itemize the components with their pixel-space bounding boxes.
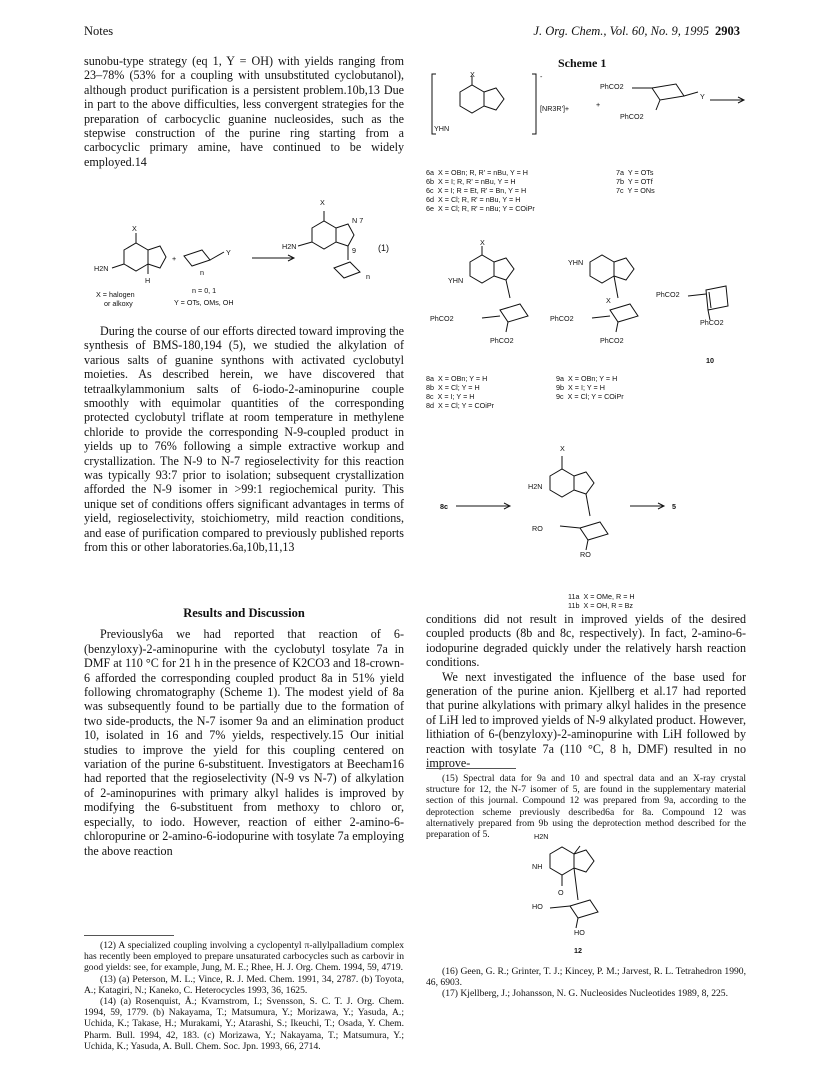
mid-phco2-10b: PhCO2 [700,318,724,327]
footnote-rule-left [84,935,174,936]
eq-number: (1) [378,243,389,253]
bottom-h2n: H2N [528,482,543,491]
scheme-top-minus: - [540,72,543,81]
scheme-top-y: Y [700,92,705,101]
mid-phco2-10a: PhCO2 [656,290,680,299]
bottom-x: X [560,444,565,453]
eq-n-left: n [200,268,204,277]
s12-h2n: H2N [534,832,549,841]
footnote-14: (14) (a) Rosenquist, Å.; Kvarnstrom, I.; Svensson, S. C. T. J. Org. Chem. 1994, 59, 1779. (b) Nakayama, T.; Matsumura, Y.; Morizawa, Y.; Yasuda, A.; Uchida, K.; Takase, H.; Murakami, Y.; Atarashi, S.; Ikeuchi, T.; Osada, Y. Chem. Pharm. Bull. 1994, 42, 183. (c) Morizawa, Y.; Nakayama, T.; Matsumura, Y.; Uchida, K.; Yasuda, A. Bull. Chem. Soc. Jpn. 1993, 66, 2714. [84,996,404,1052]
scheme-title: Scheme 1 [558,56,607,70]
mid-yhn8: YHN [448,276,464,285]
footnote-12: (12) A specialized coupling involving a cyclopentyl π-allylpalladium complex has recently been employed to prepare unsaturated carbocycles such as carbovir in good yields: see, for example, Jung, M. E.; Rhee, H. J. Org. Chem. 1994, 59, 4719. [84,940,404,974]
eq-cond-x: X = halogen or alkoxy [96,290,135,308]
results-section [84,606,404,858]
right-footnotes [426,966,746,1000]
eq-x-left: X [132,224,137,233]
running-header-left: Notes [84,24,114,38]
compound-list-7: 7a Y = OTs 7b Y = OTf 7c Y = ONs [616,168,655,195]
mid-x8: X [480,238,485,247]
compound-list-8: 8a X = OBn; Y = H 8b X = Cl; Y = H 8c X = I; Y = H 8d X = Cl; Y = COiPr [426,374,495,410]
eq-n9: 9 [352,246,356,255]
eq-n-product: n [366,272,370,281]
compound-list-6: 6a X = OBn; R, R' = nBu, Y = H 6b X = I; R, R' = nBu, Y = H 6c X = I; R = Et, R' = Bn, Y = H 6d X = Cl; R, R' = nBu, Y = H 6e X = Cl; R, R' = nBu; Y = COiPr [426,168,535,213]
s12-o: O [558,888,564,897]
scheme-top-structures [420,70,750,150]
footnote-15: (15) Spectral data for 9a and 10 and spectral data and an X-ray crystal structure for 12, the N-7 isomer of 5, are found in the supplementary material section of this journal. Compound 12 was prepared from 9a, according to the deprotection scheme previously described6a for 8a. Compound 12 was alternatively prepared from 9b using the deprotection method described for the preparation of 5. [426,773,746,841]
left-paragraph-2: During the course of our efforts directed toward improving the synthesis of BMS-180,194 (5), we studied the alkylation of various salts of guanine synthons with activated cyclobutyl moieties. As described herein, we have discovered that tetraalkylammonium salts of 6-iodo-2-aminopurine couple smoothly with equimolar quantities of the corresponding protected cyclobutyl triflate at room temperature in methylene chloride to provide the corresponding N-9-coupled product in yields up to 76% following a simple extractive workup and crystallization. The N-9 to N-7 regioselectivity for this reaction was typically 93:7 prior to isolation; subsequent crystallization afforded the N-9 isomer in >99:1 regiochemical purity. This unique set of conditions offers significant advantages in terms of yield, regioselectivity, stoichiometry, mild reaction conditions, and ease of purification compared to previously published reports from this or other laboratories.6a,10b,11,13 [84,324,404,555]
journal-citation: J. Org. Chem., Vol. 60, No. 9, 1995 [533,24,709,38]
right-paragraph-1: conditions did not result in improved yields of the desired coupled products (8b and 8c, respectively). In fact, 2-amino-6-iodopurine degraded quickly under the relatively harsh reaction conditions. [426,612,746,670]
compound-label-10: 10 [706,356,714,365]
bottom-ro-a: RO [532,524,543,533]
scheme-top-yhn: YHN [434,124,450,133]
footnote-rule-right [426,768,516,769]
s12-nh: NH [532,862,543,871]
mid-x9: X [606,296,611,305]
eq-cond-y: Y = OTs, OMs, OH [174,298,234,307]
bottom-ro-b: RO [580,550,591,559]
section-heading: Results and Discussion [183,606,305,620]
s12-label: 12 [574,946,582,955]
scheme-top-x: X [470,70,475,79]
mid-phco2-9b: PhCO2 [600,336,624,345]
mid-yhn9: YHN [568,258,584,267]
compound-list-11: 11a X = OMe, R = H 11b X = OH, R = Bz [568,592,635,610]
scheme-top-plus: + [596,100,601,109]
page-number: 2903 [715,24,740,38]
eq-h2n-left: H2N [94,264,109,273]
eq-x-top: X [320,198,325,207]
bottom-to: 5 [672,502,676,511]
eq-h2n-product: H2N [282,242,297,251]
footnote-17: (17) Kjellberg, J.; Johansson, N. G. Nucleosides Nucleotides 1989, 8, 225. [442,988,728,1000]
scheme-middle-structures [420,240,750,350]
left-paragraph-3: Previously6a we had reported that reaction of 6-(benzyloxy)-2-aminopurine with the cyclobutyl tosylate 7a in DMF at 110 °C for 21 h in the presence of K2CO3 and 18-crown-6 afforded the corresponding coupled product 8a in 51% yield following chromatography (Scheme 1). The modest yield of 8a was subsequently found to be partially due to the formation of two side-products, the N-7 isomer 9a and an elimination product 10, isolated in 16 and 7% yields, respectively.15 Our initial studies to improve the yield for this coupling centered on variation of the purine 6-substituent. Investigators at Beecham16 had reported that the regioselectivity (N-9 vs N-7) of alkylation of 2-aminopurines with primary alkyl halides is improved by modifying the 6-substituent from methoxy to chloro or, especially, to iodo. However, reaction of either 2-amino-6-chloropurine or 2-amino-6-iodopurine with tosylate 7a employing the above reaction [84,627,404,858]
bottom-from: 8c [440,502,448,511]
s12-ho-b: HO [574,928,585,937]
eq-cond-n: n = 0, 1 [192,286,217,295]
footnote-13: (13) (a) Peterson, M. L.; Vince, R. J. Med. Chem. 1991, 34, 2787. (b) Toyota, A.; Katagiri, N.; Kaneko, C. Heterocycles 1993, 36, 1625. [84,973,404,996]
structure-12 [530,836,650,946]
left-footnotes [84,940,404,1052]
eq-y: Y [226,248,231,257]
mid-phco2-8b: PhCO2 [490,336,514,345]
right-paragraph-2: We next investigated the influence of the base used for generation of the purine anion. Kjellberg et al.17 had reported that purine alkylations with primary alkyl halides in the presence of LiH led to improved yields of N-9 alkylated product. However, lithiation of 6-(benzyloxy)-2-aminopurine with LiH followed by reaction with tosylate 7a (110 °C, 8 h, DMF) resulted in no improve- [426,669,746,771]
mid-phco2-8a: PhCO2 [430,314,454,323]
eq-h: H [145,276,151,285]
footnote-16: (16) Geen, G. R.; Grinter, T. J.; Kincey, P. M.; Jarvest, R. L. Tetrahedron 1990, 46, 6903. [426,966,746,989]
scheme-top-phco2-a: PhCO2 [600,82,624,91]
scheme-top-phco2-b: PhCO2 [620,112,644,121]
scheme-top-cation: [NR3R']+ [540,104,570,113]
right-body [426,612,746,770]
left-paragraph-1: sunobu-type strategy (eq 1, Y = OH) with yields ranging from 23–78% (53% for a coupling with unsubstituted cyclobutanol), although product purification is a persistent problem.10b,13 Due in part to the above difficulties, less convergent strategies for the preparation of carbocyclic guanine nucleosides, such as the stepwise construction of the purine ring starting from a carbocyclic primary amine, have continued to be widely employed.14 [84,54,404,169]
compound-list-9: 9a X = OBn; Y = H 9b X = I; Y = H 9c X = Cl; Y = COiPr [556,374,624,401]
s12-ho-a: HO [532,902,543,911]
running-header-right [500,24,740,39]
mid-phco2-9a: PhCO2 [550,314,574,323]
eq-n7: N 7 [352,216,364,225]
eq-plus: + [172,254,177,263]
